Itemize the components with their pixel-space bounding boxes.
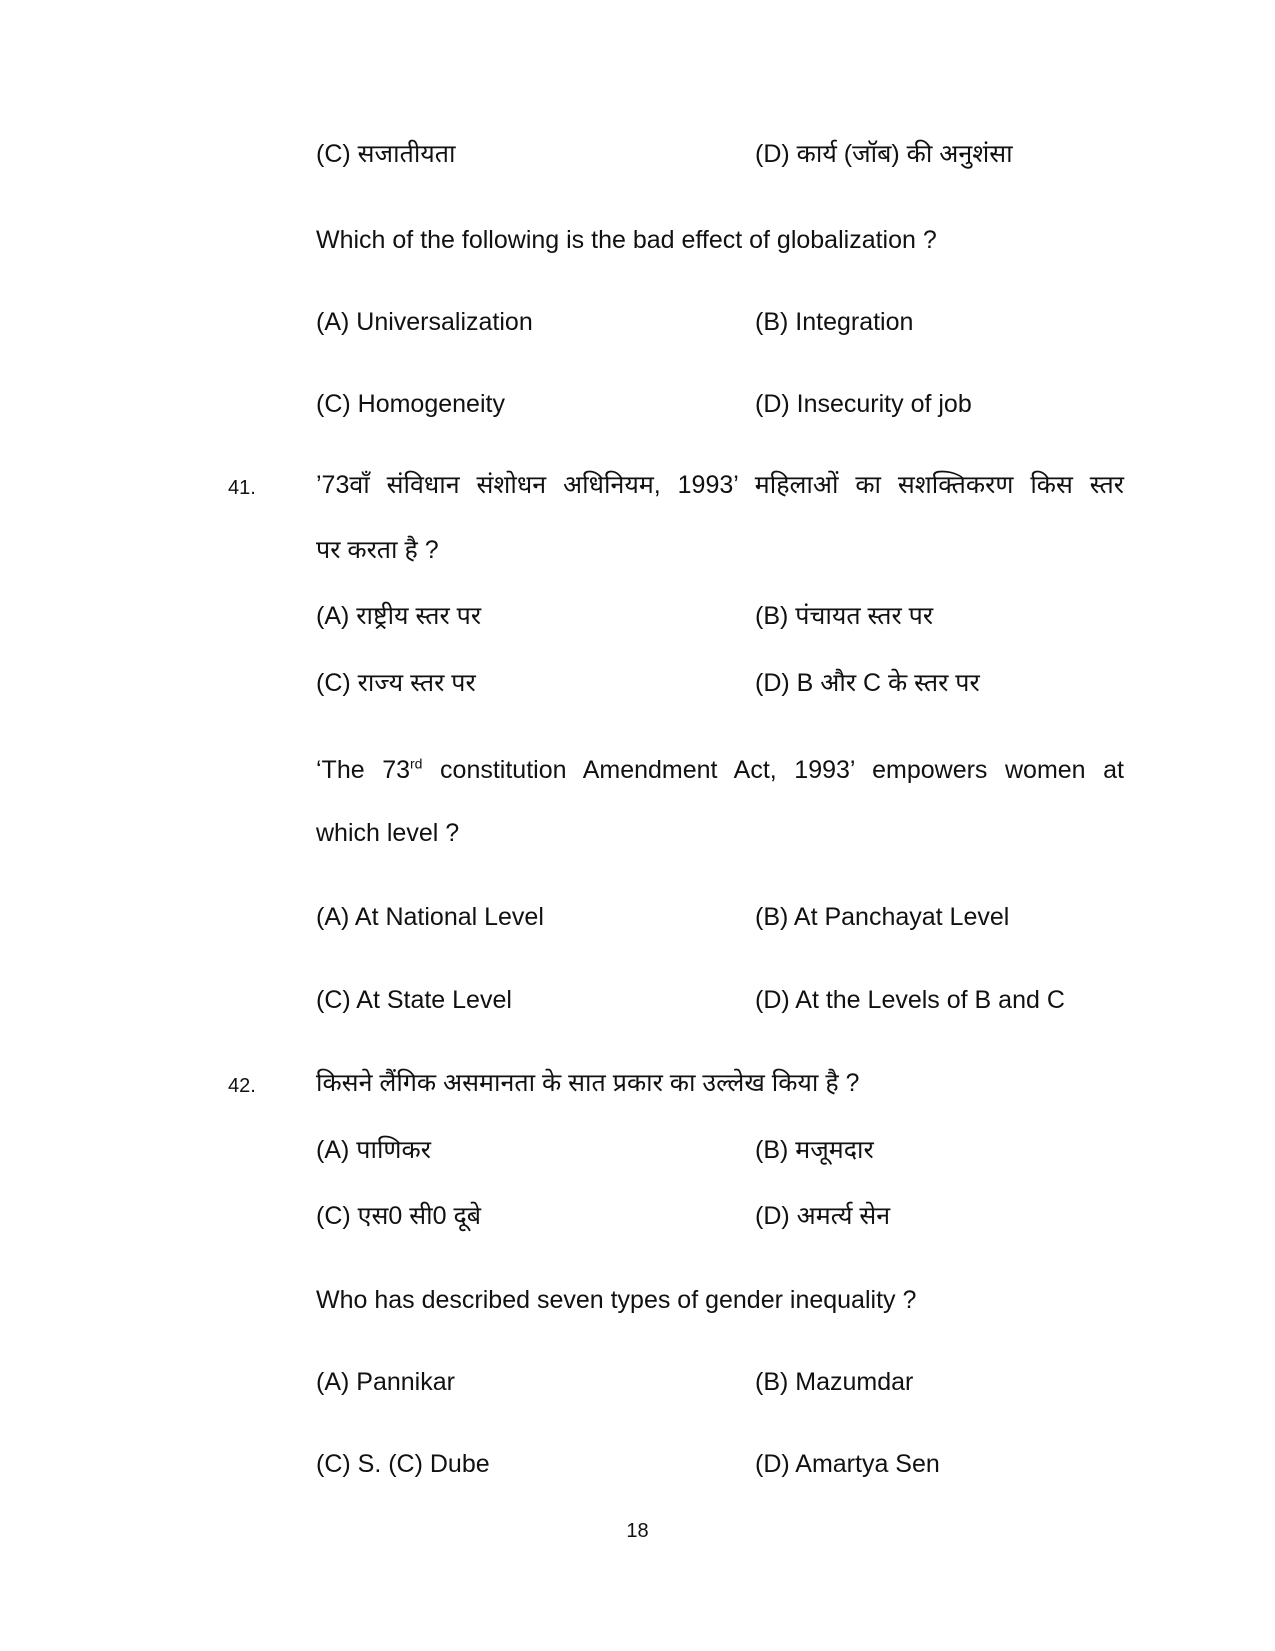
q40-hi-option-c: (C) सजातीयता [316,140,456,168]
q42-hi-question: किसने लैंगिक असमानता के सात प्रकार का उल्लेख किया है ? [316,1069,860,1097]
q42-en-option-c: (C) S. (C) Dube [316,1450,490,1478]
q41-en-option-c: (C) At State Level [316,986,512,1014]
q41-en-question-pre: ‘The 73 [316,756,411,784]
q41-en-question-line1 [316,755,1124,785]
q40-en-option-a: (A) Universalization [316,308,533,336]
q41-hi-option-c: (C) राज्य स्तर पर [316,669,476,697]
q41-en-option-d: (D) At the Levels of B and C [755,986,1065,1014]
q42-hi-option-a: (A) पाणिकर [316,1136,431,1164]
q41-en-question-sup: rd [410,755,423,772]
q41-en-question-line2: which level ? [316,819,460,847]
q41-number: 41. [228,477,256,499]
q42-hi-option-c: (C) एस0 सी0 दूबे [316,1202,481,1230]
q41-en-question-post: constitution Amendment Act, 1993’ empowers women at [422,756,1125,784]
q42-hi-option-d: (D) अमर्त्य सेन [755,1202,891,1230]
q42-hi-option-b: (B) मजूमदार [755,1136,874,1164]
q41-hi-option-b: (B) पंचायत स्तर पर [755,602,934,630]
q41-hi-option-a: (A) राष्ट्रीय स्तर पर [316,602,482,630]
q42-en-option-a: (A) Pannikar [316,1368,455,1396]
q40-en-option-b: (B) Integration [755,308,914,336]
page-number: 18 [626,1520,649,1542]
q41-hi-question-line1: ’73वाँ संविधान संशोधन अधिनियम, 1993’ महिलाओं का सशक्तिकरण किस स्तर [316,471,1124,499]
q42-number: 42. [228,1075,256,1097]
q40-en-option-d: (D) Insecurity of job [755,390,972,418]
q40-hi-option-d: (D) कार्य (जॉब) की अनुशंसा [755,140,1013,168]
q41-hi-option-d: (D) B और C के स्तर पर [755,669,980,697]
q40-en-option-c: (C) Homogeneity [316,390,505,418]
q42-en-option-b: (B) Mazumdar [755,1368,914,1396]
q41-en-option-a: (A) At National Level [316,903,544,931]
q40-en-question: Which of the following is the bad effect of globalization ? [316,226,937,254]
q42-en-question: Who has described seven types of gender inequality ? [316,1286,917,1314]
q41-en-option-b: (B) At Panchayat Level [755,903,1010,931]
q42-en-option-d: (D) Amartya Sen [755,1450,940,1478]
q41-hi-question-line2: पर करता है ? [316,536,439,564]
